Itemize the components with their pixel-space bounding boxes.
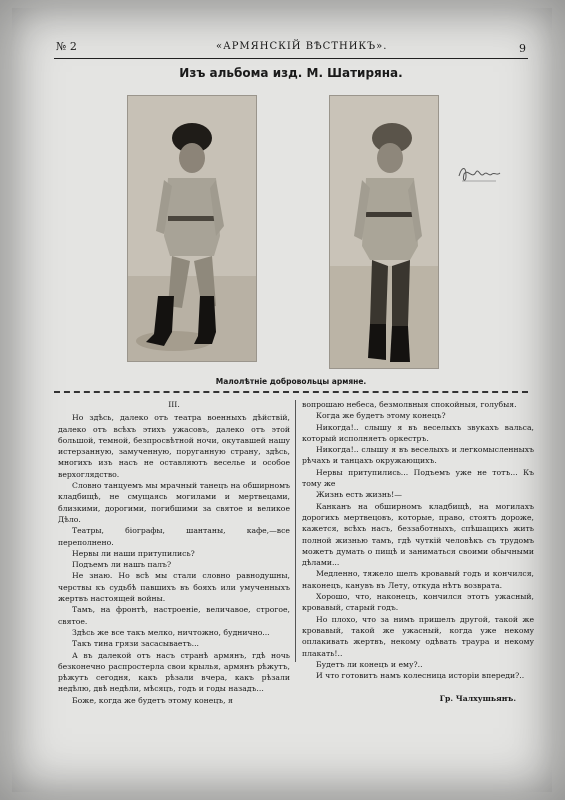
- album-title: Изъ альбома изд. М. Шатиряна.: [179, 66, 403, 80]
- photo-caption: Малолѣтніе добровольцы армяне.: [215, 377, 367, 386]
- paragraph: Тамъ, на фронтѣ, настроеніе, величавое, строгое, святое.: [58, 605, 290, 626]
- photo-boy-soldier-left: [127, 95, 257, 362]
- issue-number: № 2: [56, 40, 77, 53]
- page-header: [56, 40, 526, 60]
- paragraph: Хорошо, что, наконецъ, кончился этотъ ужасный, кровавый, старый годъ.: [302, 592, 534, 613]
- paragraph: вопрошаю небеса, безмолвныя спокойныя, голубыя.: [302, 400, 517, 409]
- paragraph: Никогда!.. слышу я въ веселыхъ звукахъ вальса, который исполняетъ оркестръ.: [302, 422, 534, 443]
- paragraph: Медленно, тяжело шелъ кровавый годъ и кончился, наконецъ, канувъ въ Лету, откуда нѣтъ возврата.: [302, 569, 534, 590]
- paragraph: Здѣсь же все такъ мелко, ничтожно, будничнo...: [72, 627, 270, 637]
- paragraph: Не знаю. Но всѣ мы стали словно равнодушны, черствы къ судьбѣ павшихъ въ бояхъ или умученныхъ жертвъ настоящей войны.: [58, 571, 290, 604]
- paragraph: А въ далекой отъ насъ странѣ армянъ, гдѣ ночь безконечно распростерла свои крылья, армянъ рѣжутъ, рѣжутъ сегодня, какъ рѣзали вчера, какъ рѣзали недѣлю, двѣ недѣли, мѣсяцъ, годъ и годы назадъ...: [58, 650, 290, 694]
- page-number: 9: [519, 42, 526, 55]
- paragraph: Нервы ли наши притупились?: [72, 548, 195, 558]
- paragraph: Такъ тина грязи засасываетъ...: [72, 639, 199, 649]
- paragraph: Словно танцуемъ мы мрачный танецъ на обширномъ кладбищѣ, не смущаясь могилами и мертвецами, близкими, дорогими, погибшими за святое и великое Дѣло.: [58, 481, 290, 524]
- paragraph: Подъемъ ли нашъ палъ?: [72, 560, 172, 570]
- paragraph: Никогда!.. слышу я въ веселыхъ и легкомысленныхъ рѣчахъ и танцахъ окружающихъ.: [302, 445, 534, 466]
- paragraph: Будетъ ли конецъ и ему?..: [316, 659, 423, 669]
- paragraph: Жизнь есть жизнь!—: [316, 490, 402, 500]
- section-rule: [54, 391, 528, 393]
- paragraph: Но плохо, что за нимъ пришелъ другой, такой же кровавый, такой же ужасный, когда уже некому оплакивать жертвъ, некому одѣвать траура и некому плакать!..: [302, 614, 534, 658]
- article-column-left: [58, 399, 290, 706]
- photo-boy-soldier-right: [329, 95, 439, 369]
- paragraph: Боже, когда же будетъ этому конецъ, я: [72, 695, 233, 705]
- journal-title: «АРМЯНСКІЙ ВѢСТНИКЪ».: [216, 41, 388, 52]
- paragraph: Но здѣсь, далеко отъ театра военныхъ дѣйствій, далеко отъ всѣхъ этихъ ужасовъ, далеко отъ этой большой, темной, безпросвѣтной ночи, окутавшей нашу истерзанную, замученную, поруганную страну, здѣсь, многихъ изъ насъ не оставляютъ веселье и особое верхоглядство.: [58, 413, 290, 479]
- paragraph: Канканъ на обширномъ кладбищѣ, на могилахъ дорогихъ мертвецовъ, которые, право, стоятъ дороже, кажется, всѣхъ насъ, беззаботныхъ, спѣшащихъ жить полной жизнью тамъ, гдѣ чуткій человѣкъ съ трудомъ можетъ думать о пищѣ и заниматься своими обычными дѣлами...: [302, 501, 534, 568]
- paragraph: Нервы притупились... Подъемъ уже не тотъ... Къ тому же: [302, 467, 534, 489]
- column-divider: [295, 400, 296, 662]
- author-signature: Гр. Чалхушьянъ.: [439, 694, 516, 704]
- article-column-right: [302, 399, 534, 705]
- paragraph: И что готовитъ намъ колесница исторіи впереди?..: [316, 671, 525, 681]
- section-number: III.: [168, 400, 180, 409]
- paragraph: Театры, біографы, шантаны, кафе,—все переполнено.: [58, 526, 290, 547]
- header-rule: [54, 58, 528, 59]
- paragraph: Когда же будетъ этому конецъ?: [316, 411, 446, 421]
- handwritten-signature-icon: [456, 162, 502, 186]
